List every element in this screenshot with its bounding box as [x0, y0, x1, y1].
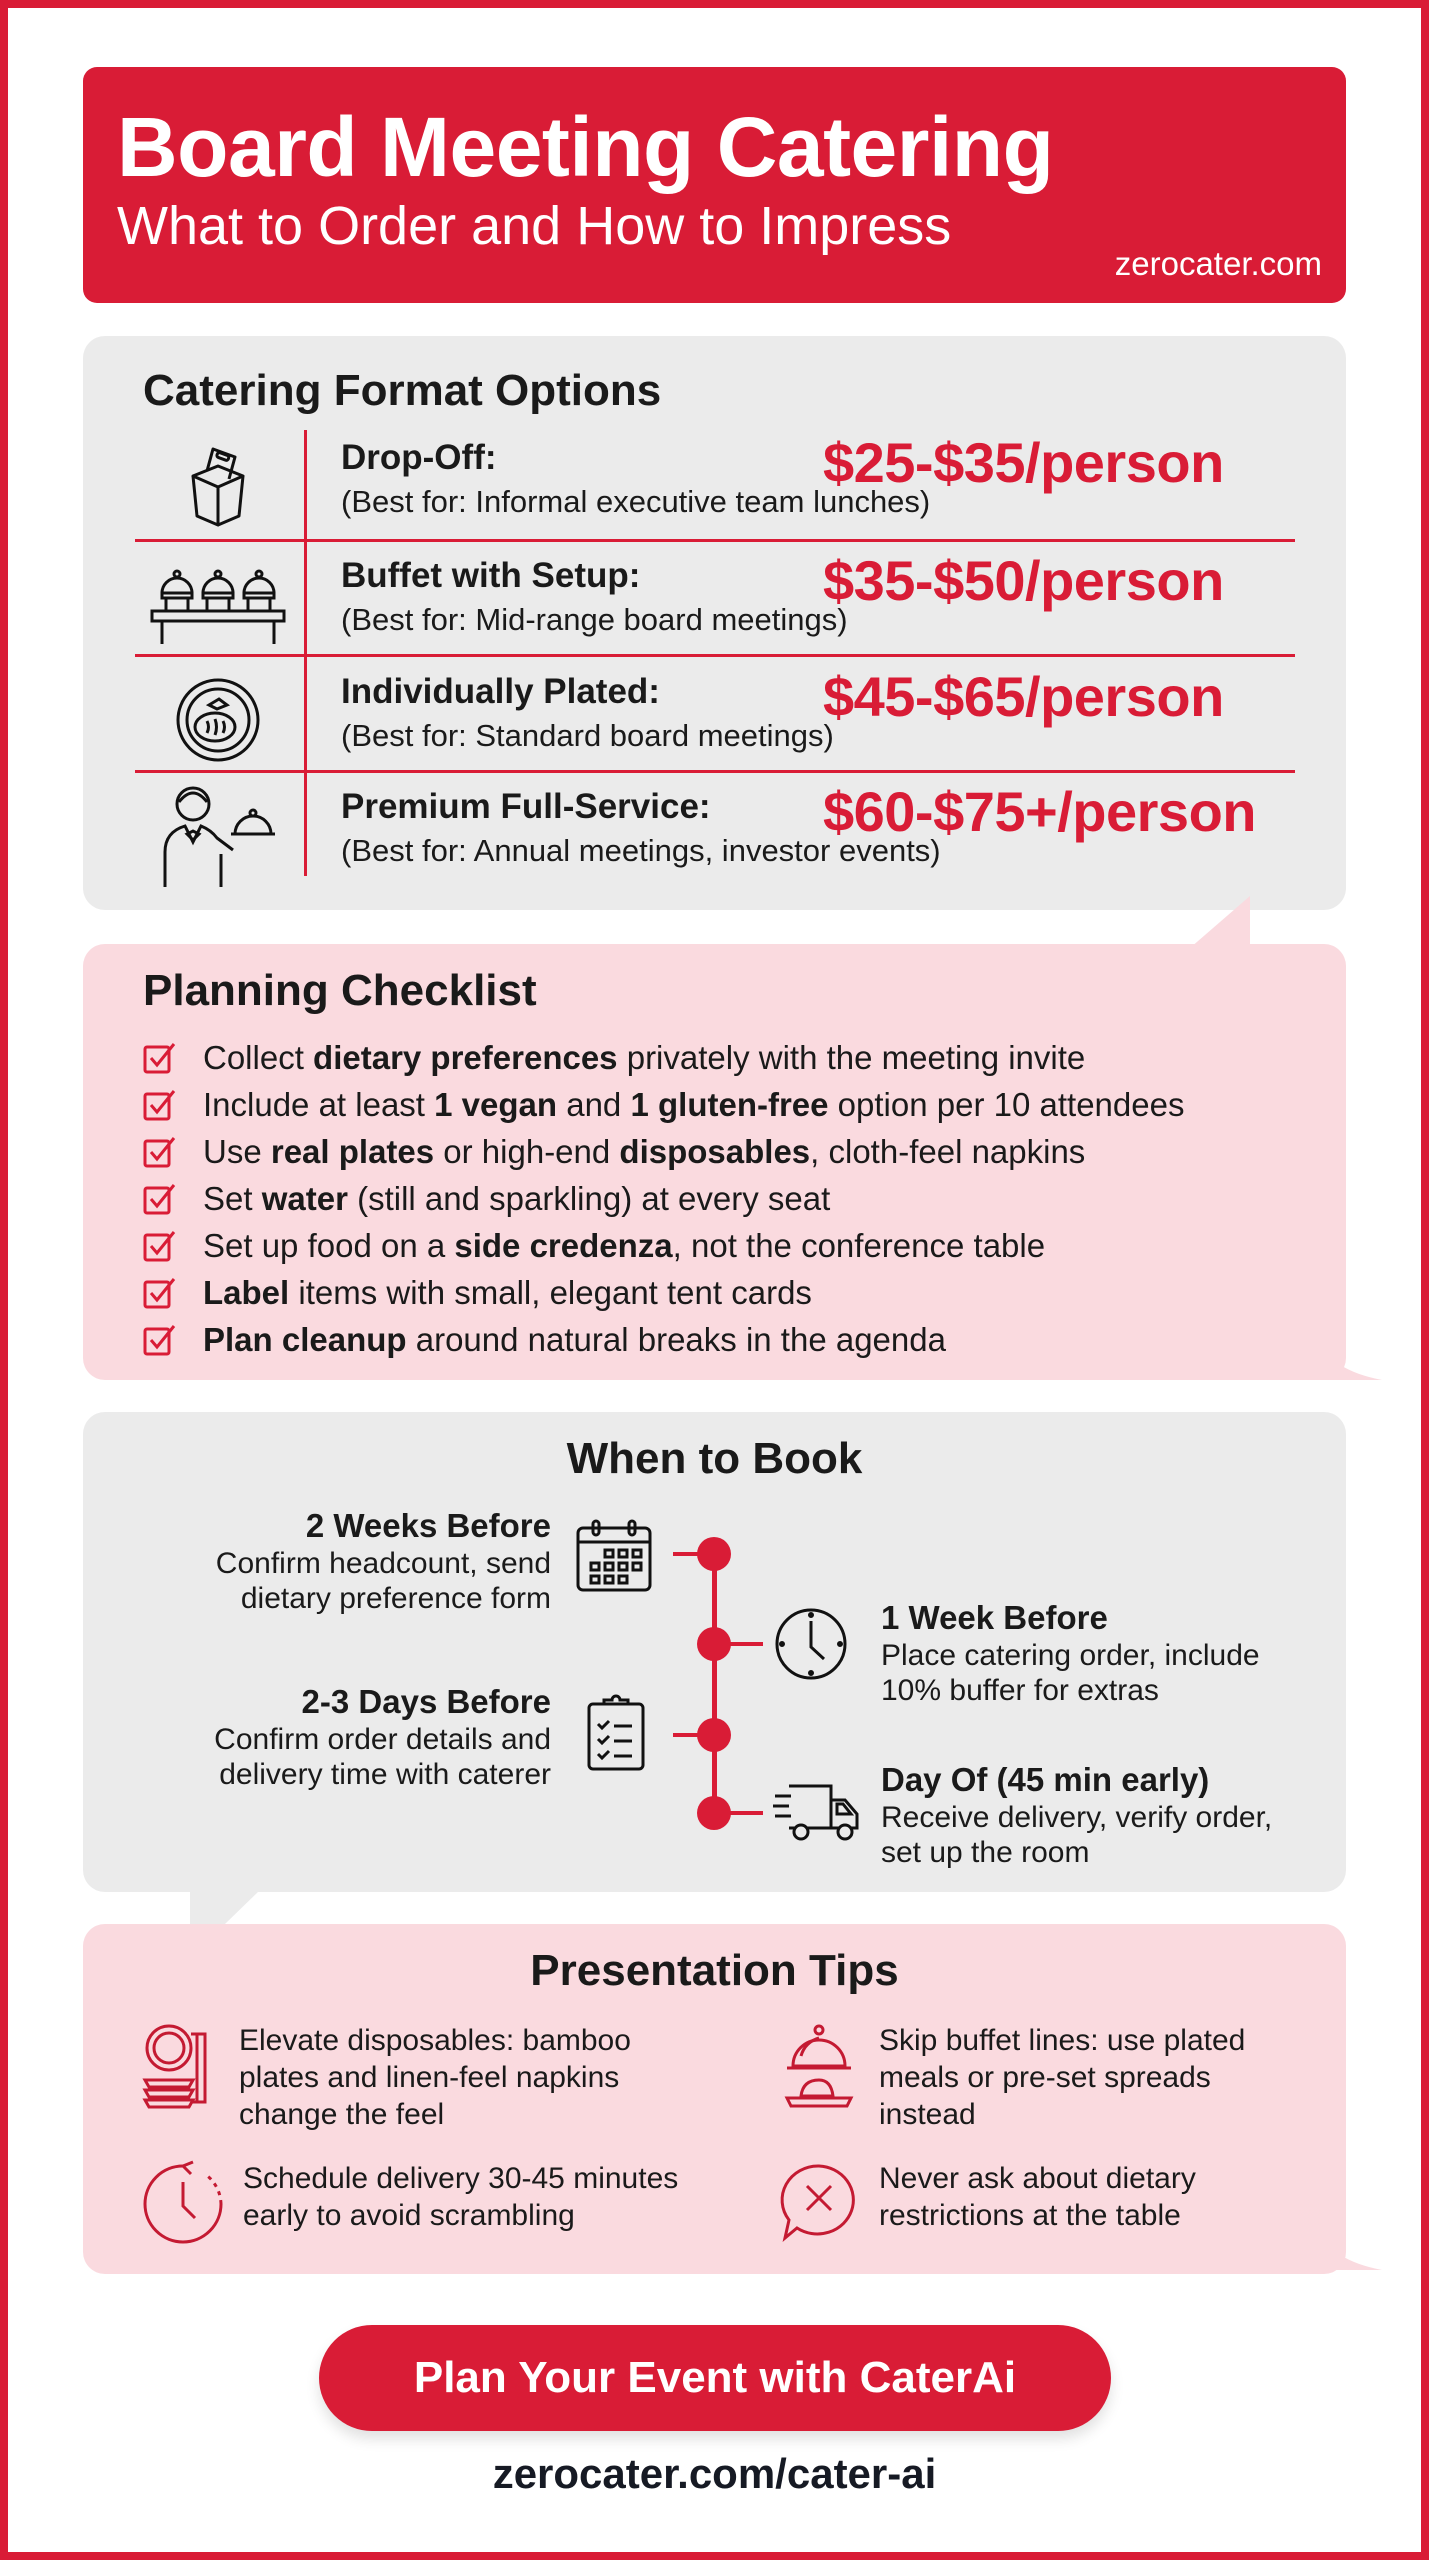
clock-arrow-icon: [143, 2160, 243, 2250]
divider: [135, 654, 1295, 657]
timeline-step: 2 Weeks Before Confirm headcount, send dietary preference form: [215, 1507, 551, 1615]
checked-box-icon: [143, 1323, 177, 1357]
delivery-truck-icon: [771, 1782, 861, 1842]
speech-tail-decoration: [1190, 896, 1250, 948]
clock-icon: [774, 1607, 848, 1681]
checklist-item: Use real plates or high-end disposables, cloth-feel napkins: [143, 1128, 1184, 1175]
speech-tail-decoration: [1320, 2230, 1382, 2274]
timeline-axis: [712, 1550, 717, 1810]
checklist-item: Collect dietary preferences privately with the meeting invite: [143, 1034, 1184, 1081]
plated-meal-icon: [135, 662, 301, 777]
checked-box-icon: [143, 1041, 177, 1075]
checked-box-icon: [143, 1229, 177, 1263]
checked-box-icon: [143, 1135, 177, 1169]
section-heading: When to Book: [566, 1434, 863, 1483]
tip-text: Never ask about dietary restrictions at the table: [879, 2162, 1196, 2232]
format-row-buffet: [135, 546, 1295, 661]
tip-item: [139, 2022, 631, 2133]
format-name: Premium Full-Service:: [341, 787, 711, 826]
format-row-premium: [135, 777, 1295, 892]
site-url: zerocater.com: [1114, 245, 1322, 282]
tip-text: Skip buffet lines: use plated meals or pre-set spreads instead: [879, 2024, 1246, 2131]
format-best-for: (Best for: Annual meetings, investor events): [341, 833, 941, 868]
checked-box-icon: [143, 1182, 177, 1216]
format-best-for: (Best for: Mid-range board meetings): [341, 602, 848, 637]
format-price: $60-$75+/person: [823, 780, 1256, 843]
page-subtitle: What to Order and How to Impress: [117, 196, 952, 256]
when-to-book-panel: [83, 1412, 1346, 1892]
format-row-drop-off: [135, 428, 1295, 543]
format-name: Individually Plated:: [341, 672, 660, 711]
tip-text: Elevate disposables: bamboo plates and linen-feel napkins change the feel: [239, 2024, 631, 2131]
speech-tail-decoration: [1320, 1340, 1382, 1384]
waiter-cloche-icon: [135, 777, 301, 892]
timeline-step: 1 Week Before Place catering order, include 10% buffer for extras: [881, 1599, 1260, 1707]
cta-url-link[interactable]: zerocater.com/cater-ai: [492, 2450, 937, 2497]
tip-item: [143, 2160, 678, 2250]
header-banner: [83, 67, 1346, 303]
page-title: Board Meeting Catering: [117, 100, 1054, 194]
format-price: $35-$50/person: [823, 549, 1224, 612]
format-row-plated: [135, 662, 1295, 777]
timeline-connector: [723, 1642, 763, 1646]
format-name: Buffet with Setup:: [341, 556, 641, 595]
checklist-item: Label items with small, elegant tent cards: [143, 1269, 1184, 1316]
catering-format-panel: [83, 336, 1346, 910]
checklist-item: Plan cleanup around natural breaks in the agenda: [143, 1316, 1184, 1363]
checked-box-icon: [143, 1276, 177, 1310]
format-price: $25-$35/person: [823, 431, 1224, 494]
timeline-step: 2-3 Days Before Confirm order details and delivery time with caterer: [214, 1683, 551, 1791]
timeline-connector: [723, 1811, 763, 1815]
tip-item: [779, 2160, 1196, 2250]
section-heading: Presentation Tips: [530, 1946, 899, 1995]
section-heading: Planning Checklist: [143, 966, 537, 1015]
tip-item: [779, 2022, 1245, 2133]
section-heading: Catering Format Options: [143, 366, 662, 415]
stacked-plates-icon: [139, 2022, 239, 2122]
checked-box-icon: [143, 1088, 177, 1122]
clipboard-checklist-icon: [586, 1692, 646, 1772]
checklist-item: Set up food on a side credenza, not the conference table: [143, 1222, 1184, 1269]
calendar-icon: [575, 1518, 653, 1594]
checklist: [143, 1034, 1184, 1363]
timeline-dot: [697, 1537, 731, 1571]
timeline-step: Day Of (45 min early) Receive delivery, verify order, set up the room: [881, 1761, 1273, 1869]
checklist-item: Set water (still and sparkling) at every seat: [143, 1175, 1184, 1222]
divider: [135, 770, 1295, 773]
format-price: $45-$65/person: [823, 665, 1224, 728]
timeline-dot: [697, 1718, 731, 1752]
presentation-tips-panel: [83, 1924, 1346, 2274]
speech-bubble-x-icon: [779, 2160, 879, 2250]
plan-event-cta-button[interactable]: Plan Your Event with CaterAi: [319, 2325, 1111, 2431]
tip-text: Schedule delivery 30-45 minutes early to avoid scrambling: [243, 2162, 679, 2232]
checklist-item: Include at least 1 vegan and 1 gluten-free option per 10 attendees: [143, 1081, 1184, 1128]
planning-checklist-panel: [83, 944, 1346, 1380]
format-best-for: (Best for: Standard board meetings): [341, 718, 834, 753]
buffet-chafing-dishes-icon: [135, 546, 301, 661]
format-best-for: (Best for: Informal executive team lunches): [341, 484, 931, 519]
format-name: Drop-Off:: [341, 438, 497, 477]
takeout-box-icon: [135, 428, 301, 543]
cloche-platter-icon: [779, 2022, 879, 2122]
divider: [135, 539, 1295, 542]
